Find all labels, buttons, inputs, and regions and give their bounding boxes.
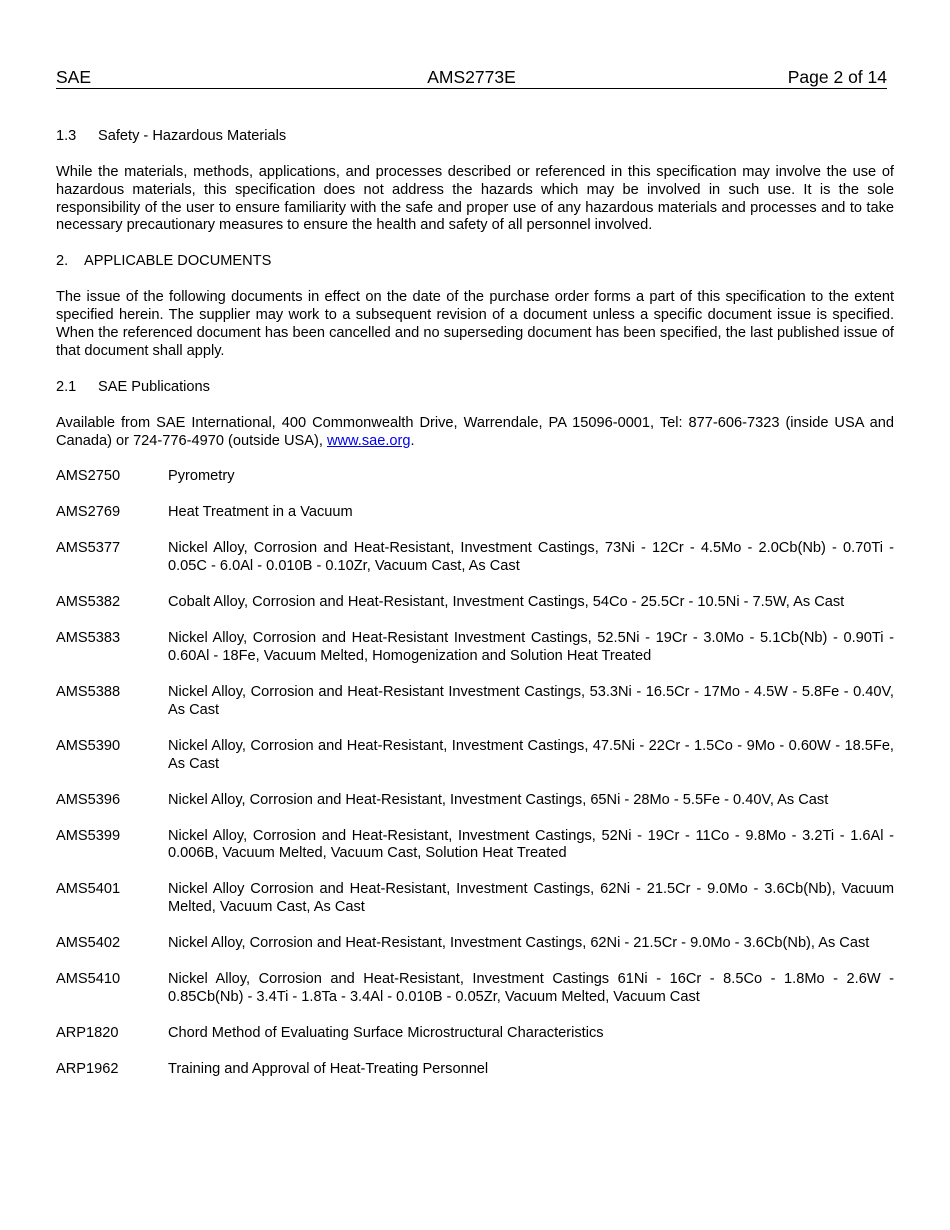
page-number: Page 2 of 14	[787, 67, 887, 87]
document-body	[56, 128, 894, 1097]
reference-item	[56, 630, 894, 666]
reference-code: AMS5382	[56, 594, 121, 611]
reference-item	[56, 504, 894, 522]
reference-item	[56, 1061, 894, 1079]
reference-item	[56, 881, 894, 917]
reference-title: Nickel Alloy, Corrosion and Heat-Resistant, Investment Castings 61Ni - 16Cr - 8.5Co - 1.8Mo - 2.6W - 0.85Cb(Nb) - 3.4Ti - 1.8Ta - 3.4Al - 0.010B - 0.05Zr, Vacuum Melted, Vacuum Cast	[168, 971, 894, 1005]
section-heading-sae-publications	[56, 379, 894, 397]
reference-code: AMS5377	[56, 540, 121, 557]
reference-code: ARP1962	[56, 1060, 119, 1077]
section-title: APPLICABLE DOCUMENTS	[84, 253, 272, 270]
reference-code: AMS5390	[56, 737, 121, 754]
reference-title: Nickel Alloy, Corrosion and Heat-Resistant, Investment Castings, 52Ni - 19Cr - 11Co - 9.8Mo - 3.2Ti - 1.6Al - 0.006B, Vacuum Melted, Vacuum Cast, Solution Heat Treated	[168, 827, 894, 862]
reference-list	[56, 468, 894, 1078]
reference-title: Nickel Alloy, Corrosion and Heat-Resistant Investment Castings, 53.3Ni - 16.5Cr - 17Mo - 4.5W - 5.8Fe - 0.40V, As Cast	[168, 684, 894, 718]
reference-code: AMS5402	[56, 935, 121, 952]
reference-item	[56, 738, 894, 774]
reference-title: Heat Treatment in a Vacuum	[168, 504, 353, 521]
reference-item	[56, 828, 894, 864]
page-header	[56, 67, 887, 89]
reference-title: Nickel Alloy, Corrosion and Heat-Resistant, Investment Castings, 47.5Ni - 22Cr - 1.5Co - 9Mo - 0.60W - 18.5Fe, As Cast	[168, 737, 894, 772]
reference-item	[56, 971, 894, 1007]
reference-code: AMS5401	[56, 881, 121, 898]
reference-item	[56, 684, 894, 720]
reference-title: Training and Approval of Heat-Treating Personnel	[168, 1060, 489, 1077]
reference-code: AMS5399	[56, 827, 121, 844]
reference-title: Chord Method of Evaluating Surface Microstructural Characteristics	[168, 1024, 604, 1041]
reference-item	[56, 594, 894, 612]
reference-title: Pyrometry	[168, 468, 235, 485]
reference-item	[56, 935, 894, 953]
section-number: 2.	[56, 253, 69, 270]
reference-item	[56, 1025, 894, 1043]
reference-item	[56, 540, 894, 576]
section-title: SAE Publications	[98, 378, 210, 395]
applicable-documents-paragraph: The issue of the following documents in effect on the date of the purchase order forms a part of this specification to the extent specified herein. The supplier may work to a subsequent revision of a document unless a specific document issue is specified. When the referenced document has been cancelled and no superseding document has been specified, the last published issue of that document shall apply.	[56, 289, 894, 359]
reference-title: Nickel Alloy, Corrosion and Heat-Resistant Investment Castings, 52.5Ni - 19Cr - 3.0Mo - 5.1Cb(Nb) - 0.90Ti - 0.60Al - 18Fe, Vacuum Melted, Homogenization and Solution Heat Treated	[168, 630, 894, 665]
reference-title: Cobalt Alloy, Corrosion and Heat-Resistant, Investment Castings, 54Co - 25.5Cr - 10.5Ni - 7.5W, As Cast	[168, 594, 845, 611]
reference-item	[56, 792, 894, 810]
document-id: AMS2773E	[427, 67, 516, 87]
reference-code: ARP1820	[56, 1024, 119, 1041]
section-number: 1.3	[56, 128, 77, 144]
sae-address-suffix: .	[410, 432, 415, 449]
sae-publications-paragraph	[56, 415, 894, 451]
reference-title: Nickel Alloy, Corrosion and Heat-Resistant, Investment Castings, 73Ni - 12Cr - 4.5Mo - 2.0Cb(Nb) - 0.70Ti - 0.05C - 6.0Al - 0.010B - 0.10Zr, Vacuum Cast, As Cast	[168, 540, 894, 575]
section-heading-applicable-documents	[56, 253, 894, 271]
reference-title: Nickel Alloy Corrosion and Heat-Resistant, Investment Castings, 62Ni - 21.5Cr - 9.0Mo - 3.6Cb(Nb), Vacuum Melted, Vacuum Cast, As Cast	[168, 881, 894, 916]
reference-code: AMS5396	[56, 791, 121, 808]
section-number: 2.1	[56, 378, 77, 395]
reference-code: AMS2769	[56, 504, 121, 521]
reference-code: AMS5383	[56, 630, 121, 647]
reference-item	[56, 468, 894, 486]
reference-title: Nickel Alloy, Corrosion and Heat-Resistant, Investment Castings, 65Ni - 28Mo - 5.5Fe - 0.40V, As Cast	[168, 791, 829, 808]
safety-paragraph: While the materials, methods, applications, and processes described or referenced in this specification may involve the use of hazardous materials, this specification does not address the hazards which may be involved in such use. It is the sole responsibility of the user to ensure familiarity with the safe and proper use of any hazardous materials and processes and to take necessary precautionary measures to ensure the health and safety of all personnel involved.	[56, 163, 894, 234]
reference-code: AMS2750	[56, 468, 121, 485]
organization-name: SAE	[56, 67, 92, 87]
reference-title: Nickel Alloy, Corrosion and Heat-Resistant, Investment Castings, 62Ni - 21.5Cr - 9.0Mo - 3.6Cb(Nb), As Cast	[168, 935, 870, 952]
section-title: Safety - Hazardous Materials	[98, 128, 287, 144]
sae-website-link[interactable]: www.sae.org	[326, 432, 411, 449]
sae-address-text: Available from SAE International, 400 Commonwealth Drive, Warrendale, PA 15096-0001, Tel: 877-606-7323 (inside USA and Canada) or 724-776-4970 (outside USA),	[56, 414, 894, 449]
reference-code: AMS5410	[56, 971, 121, 988]
reference-code: AMS5388	[56, 684, 121, 700]
section-heading-safety	[56, 128, 894, 146]
